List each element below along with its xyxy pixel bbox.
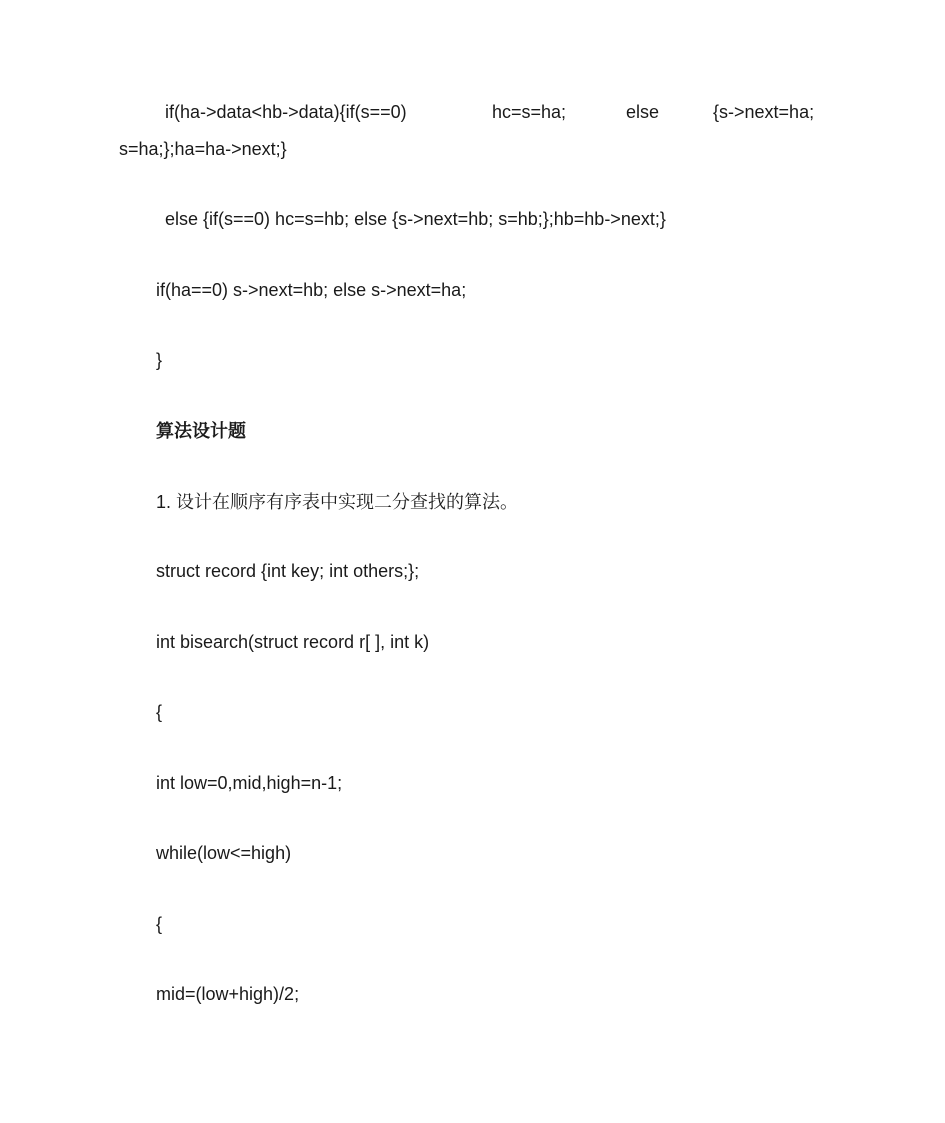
code-line-2: s=ha;};ha=ha->next;} [119,139,287,159]
code-line-1-part-4: {s->next=ha; [713,102,815,122]
code-line-3: else {if(s==0) hc=s=hb; else {s->next=hb; s=hb;};hb=hb->next;} [165,209,666,229]
code-line-struct: struct record {int key; int others;}; [156,561,420,581]
code-line-1-part-1: if(ha->data<hb->data){if(s==0) [165,102,407,122]
code-line-open-brace: { [156,702,163,722]
section-heading: 算法设计题 [156,421,246,441]
code-line-5: } [156,350,163,370]
question-1: 1. 设计在顺序有序表中实现二分查找的算法。 [156,492,519,512]
code-line-4: if(ha==0) s->next=hb; else s->next=ha; [156,280,467,300]
code-line-while: while(low<=high) [156,843,292,863]
code-line-signature: int bisearch(struct record r[ ], int k) [156,632,430,652]
code-line-1-part-2: hc=s=ha; [492,102,567,122]
code-line-mid: mid=(low+high)/2; [156,984,300,1004]
code-line-declare: int low=0,mid,high=n-1; [156,773,343,793]
code-line-1-part-3: else [626,102,660,122]
code-line-open-brace-2: { [156,914,163,934]
